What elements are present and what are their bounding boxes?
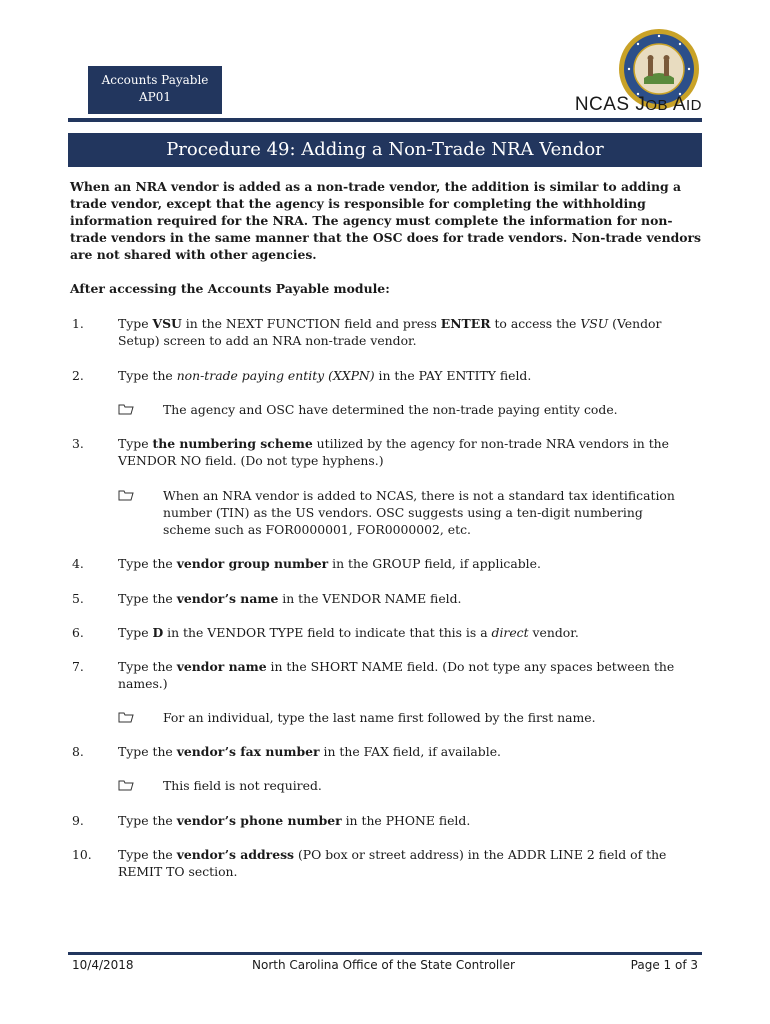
module-badge [88, 66, 222, 114]
job-aid-label: NCAS JOB AID [574, 94, 702, 115]
folder-icon [118, 403, 134, 415]
footer-rule [68, 952, 702, 955]
module-code: AP01 [138, 90, 171, 104]
folder-icon [118, 489, 134, 501]
procedure-title: Procedure 49: Adding a Non-Trade NRA Vendor [68, 133, 702, 167]
intro-paragraph: When an NRA vendor is added as a non-trade vendor, the addition is similar to adding a trade vendor, except that the agency is responsible for completing the withholding information required for the NRA. The agency must complete the information for non-trade vendors in the same manner that the OSC does for trade vendors. Non-trade vendors are not shared with other agencies. [70, 179, 702, 262]
after-accessing-text: After accessing the Accounts Payable module: [70, 281, 390, 296]
footer-organization: North Carolina Office of the State Controller [252, 958, 515, 972]
folder-icon [118, 711, 134, 723]
header-rule [68, 118, 702, 122]
footer-page-number: Page 1 of 3 [630, 958, 698, 972]
module-name: Accounts Payable [101, 73, 209, 87]
folder-icon [118, 779, 134, 791]
footer-date: 10/4/2018 [72, 958, 134, 972]
